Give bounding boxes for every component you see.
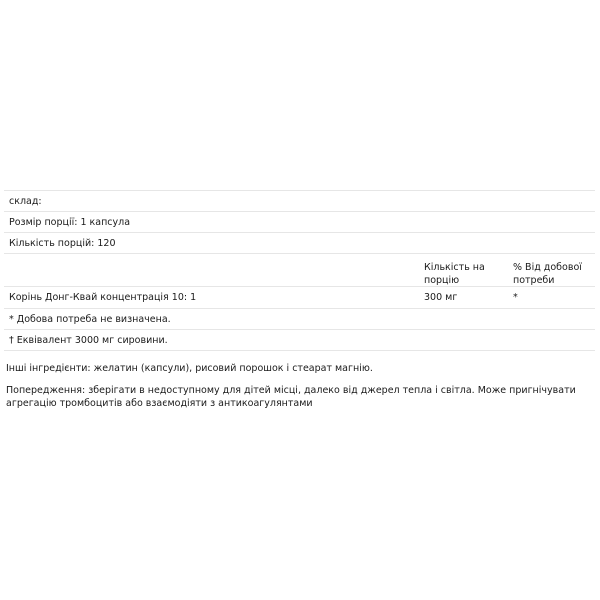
warning-text: Попередження: зберігати в недоступному для дітей місці, далеко від джерел тепла і світла. Може пригнічувати агрегацію тромбоцитів або взаємодіяти з антикоагулянтами xyxy=(6,385,576,409)
column-header-daily-value: % Від добової потреби xyxy=(513,262,582,286)
header-spacer xyxy=(9,261,424,286)
panel-bottom-divider xyxy=(4,350,595,351)
footnote-equivalent: † Еквівалент 3000 мг сировини. xyxy=(4,329,595,350)
other-ingredients: Інші інгредієнти: желатин (капсули), рисовий порошок і стеарат магнію. xyxy=(6,363,373,374)
facts-heading: склад: xyxy=(4,190,595,211)
ingredient-name: Корінь Донг-Квай концентрація 10: 1 xyxy=(9,292,197,303)
ingredient-row xyxy=(4,286,595,308)
ingredient-daily-value: * xyxy=(513,292,518,303)
footnote-daily-value: * Добова потреба не визначена. xyxy=(4,308,595,329)
serving-size: Розмір порції: 1 капсула xyxy=(4,211,595,232)
servings-count: Кількість порцій: 120 xyxy=(4,232,595,253)
supplement-facts-panel xyxy=(4,190,595,351)
table-header-row xyxy=(4,253,595,286)
column-header-amount: Кількість на порцію xyxy=(424,262,485,286)
ingredient-amount: 300 мг xyxy=(424,292,458,303)
